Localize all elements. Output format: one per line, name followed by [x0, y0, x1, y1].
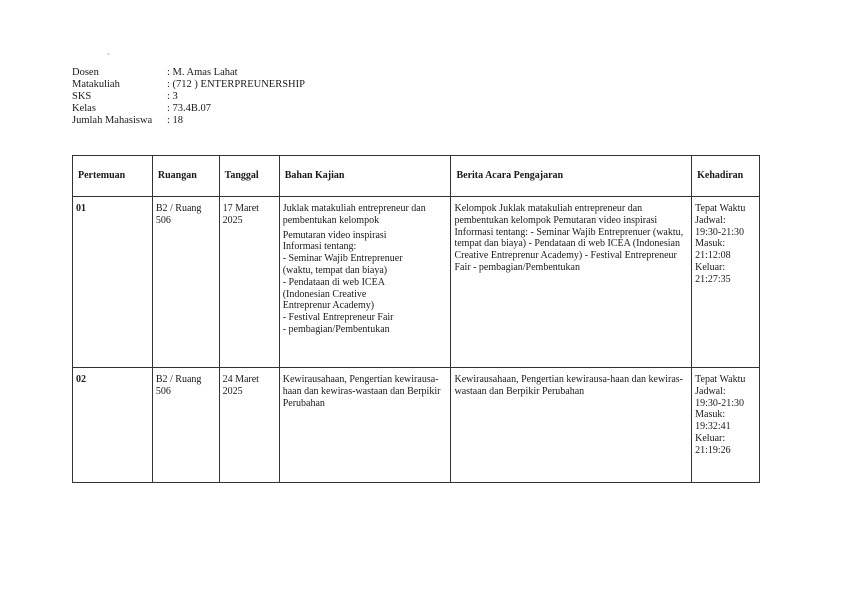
- text-line: 19:30-21:30: [695, 226, 745, 238]
- cell-pertemuan: 01: [73, 197, 153, 368]
- text-line: Masuk:: [695, 238, 726, 250]
- info-value: : 18: [167, 115, 184, 126]
- text-line: Masuk:: [695, 409, 726, 421]
- cell-tanggal: 17 Maret 2025: [219, 197, 279, 368]
- info-value: : 73.4B.07: [167, 103, 212, 114]
- cell-pertemuan: 02: [73, 368, 153, 483]
- text-line: (Indonesian Creative: [282, 288, 367, 300]
- info-value: : 3: [167, 91, 178, 102]
- info-row-matakuliah: [72, 79, 305, 91]
- info-label: Kelas: [72, 103, 96, 114]
- text-line: - Pendataan di web ICEA: [282, 276, 385, 288]
- info-row-jumlah-mahasiswa: [72, 115, 305, 127]
- text-line: 21:27:35: [695, 273, 731, 285]
- table-header-row: [73, 156, 760, 197]
- cell-bahan-kajian: [279, 368, 451, 483]
- header-kehadiran: Kehadiran: [692, 156, 760, 197]
- cell-ruangan: B2 / Ruang 506: [152, 368, 219, 483]
- header-berita-acara: Berita Acara Pengajaran: [451, 156, 692, 197]
- stray-mark: `: [107, 52, 110, 62]
- info-label: SKS: [72, 91, 92, 102]
- bahan-lines: [283, 230, 448, 336]
- text-line: Jadwal:: [695, 385, 726, 397]
- text-line: Informasi tentang:: [282, 241, 357, 253]
- course-info: [72, 67, 305, 127]
- cell-bahan-kajian: [279, 197, 451, 368]
- text-line: Keluar:: [695, 432, 726, 444]
- text-line: 19:32:41: [695, 421, 731, 433]
- header-tanggal: Tanggal: [219, 156, 279, 197]
- cell-berita-acara: Kelompok Juklak matakuliah entrepreneur dan pembentukan kelompok Pemutaran video inspirasi Informasi tentang: - Seminar Wajib Entreprenuer (waktu, tempat dan biaya) - Pendataan di web ICEA (Indonesian Creative Entreprenur Academy) - Festival Entrepreneur Fair - pembagian/Pembentukan: [451, 197, 692, 368]
- table-row: [73, 197, 760, 368]
- table-row: [73, 368, 760, 483]
- text-line: Tepat Waktu: [695, 374, 746, 385]
- header-pertemuan: Pertemuan: [73, 156, 153, 197]
- info-row-sks: [72, 91, 305, 103]
- text-line: 21:12:08: [695, 250, 731, 262]
- cell-tanggal: 24 Maret 2025: [219, 368, 279, 483]
- text-line: - Seminar Wajib Entreprenuer: [282, 253, 403, 265]
- info-label: Jumlah Mahasiswa: [72, 115, 153, 126]
- text-line: Keluar:: [695, 261, 726, 273]
- text-line: Entreprenur Academy): [282, 300, 375, 312]
- bahan-paragraph: Kewirausahaan, Pengertian kewirausa-haan dan kewiras-wastaan dan Berpikir Perubahan: [282, 374, 441, 409]
- bahan-paragraph: Juklak matakuliah entrepreneur dan pembentukan kelompok: [282, 203, 426, 226]
- text-line: Pemutaran video inspirasi: [282, 229, 387, 241]
- text-line: - pembagian/Pembentukan: [282, 323, 390, 335]
- info-value: : M. Amas Lahat: [167, 67, 238, 78]
- header-bahan-kajian: Bahan Kajian: [279, 156, 451, 197]
- text-line: Jadwal:: [695, 214, 726, 226]
- cell-berita-acara: Kewirausahaan, Pengertian kewirausa-haan dan kewiras-wastaan dan Berpikir Perubahan: [451, 368, 692, 483]
- cell-kehadiran: [692, 197, 760, 368]
- info-row-kelas: [72, 103, 305, 115]
- schedule-table: [72, 155, 760, 483]
- text-line: - Festival Entrepreneur Fair: [282, 312, 394, 324]
- text-line: (waktu, tempat dan biaya): [282, 264, 388, 276]
- info-value: : (712 ) ENTERPREUNERSHIP: [167, 79, 305, 90]
- text-line: Tepat Waktu: [695, 203, 746, 214]
- text-line: 21:19:26: [695, 444, 731, 456]
- info-label: Matakuliah: [72, 79, 120, 90]
- cell-kehadiran: [692, 368, 760, 483]
- info-label: Dosen: [72, 67, 99, 78]
- header-ruangan: Ruangan: [152, 156, 219, 197]
- info-row-dosen: [72, 67, 305, 79]
- text-line: 19:30-21:30: [695, 397, 745, 409]
- cell-ruangan: B2 / Ruang 506: [152, 197, 219, 368]
